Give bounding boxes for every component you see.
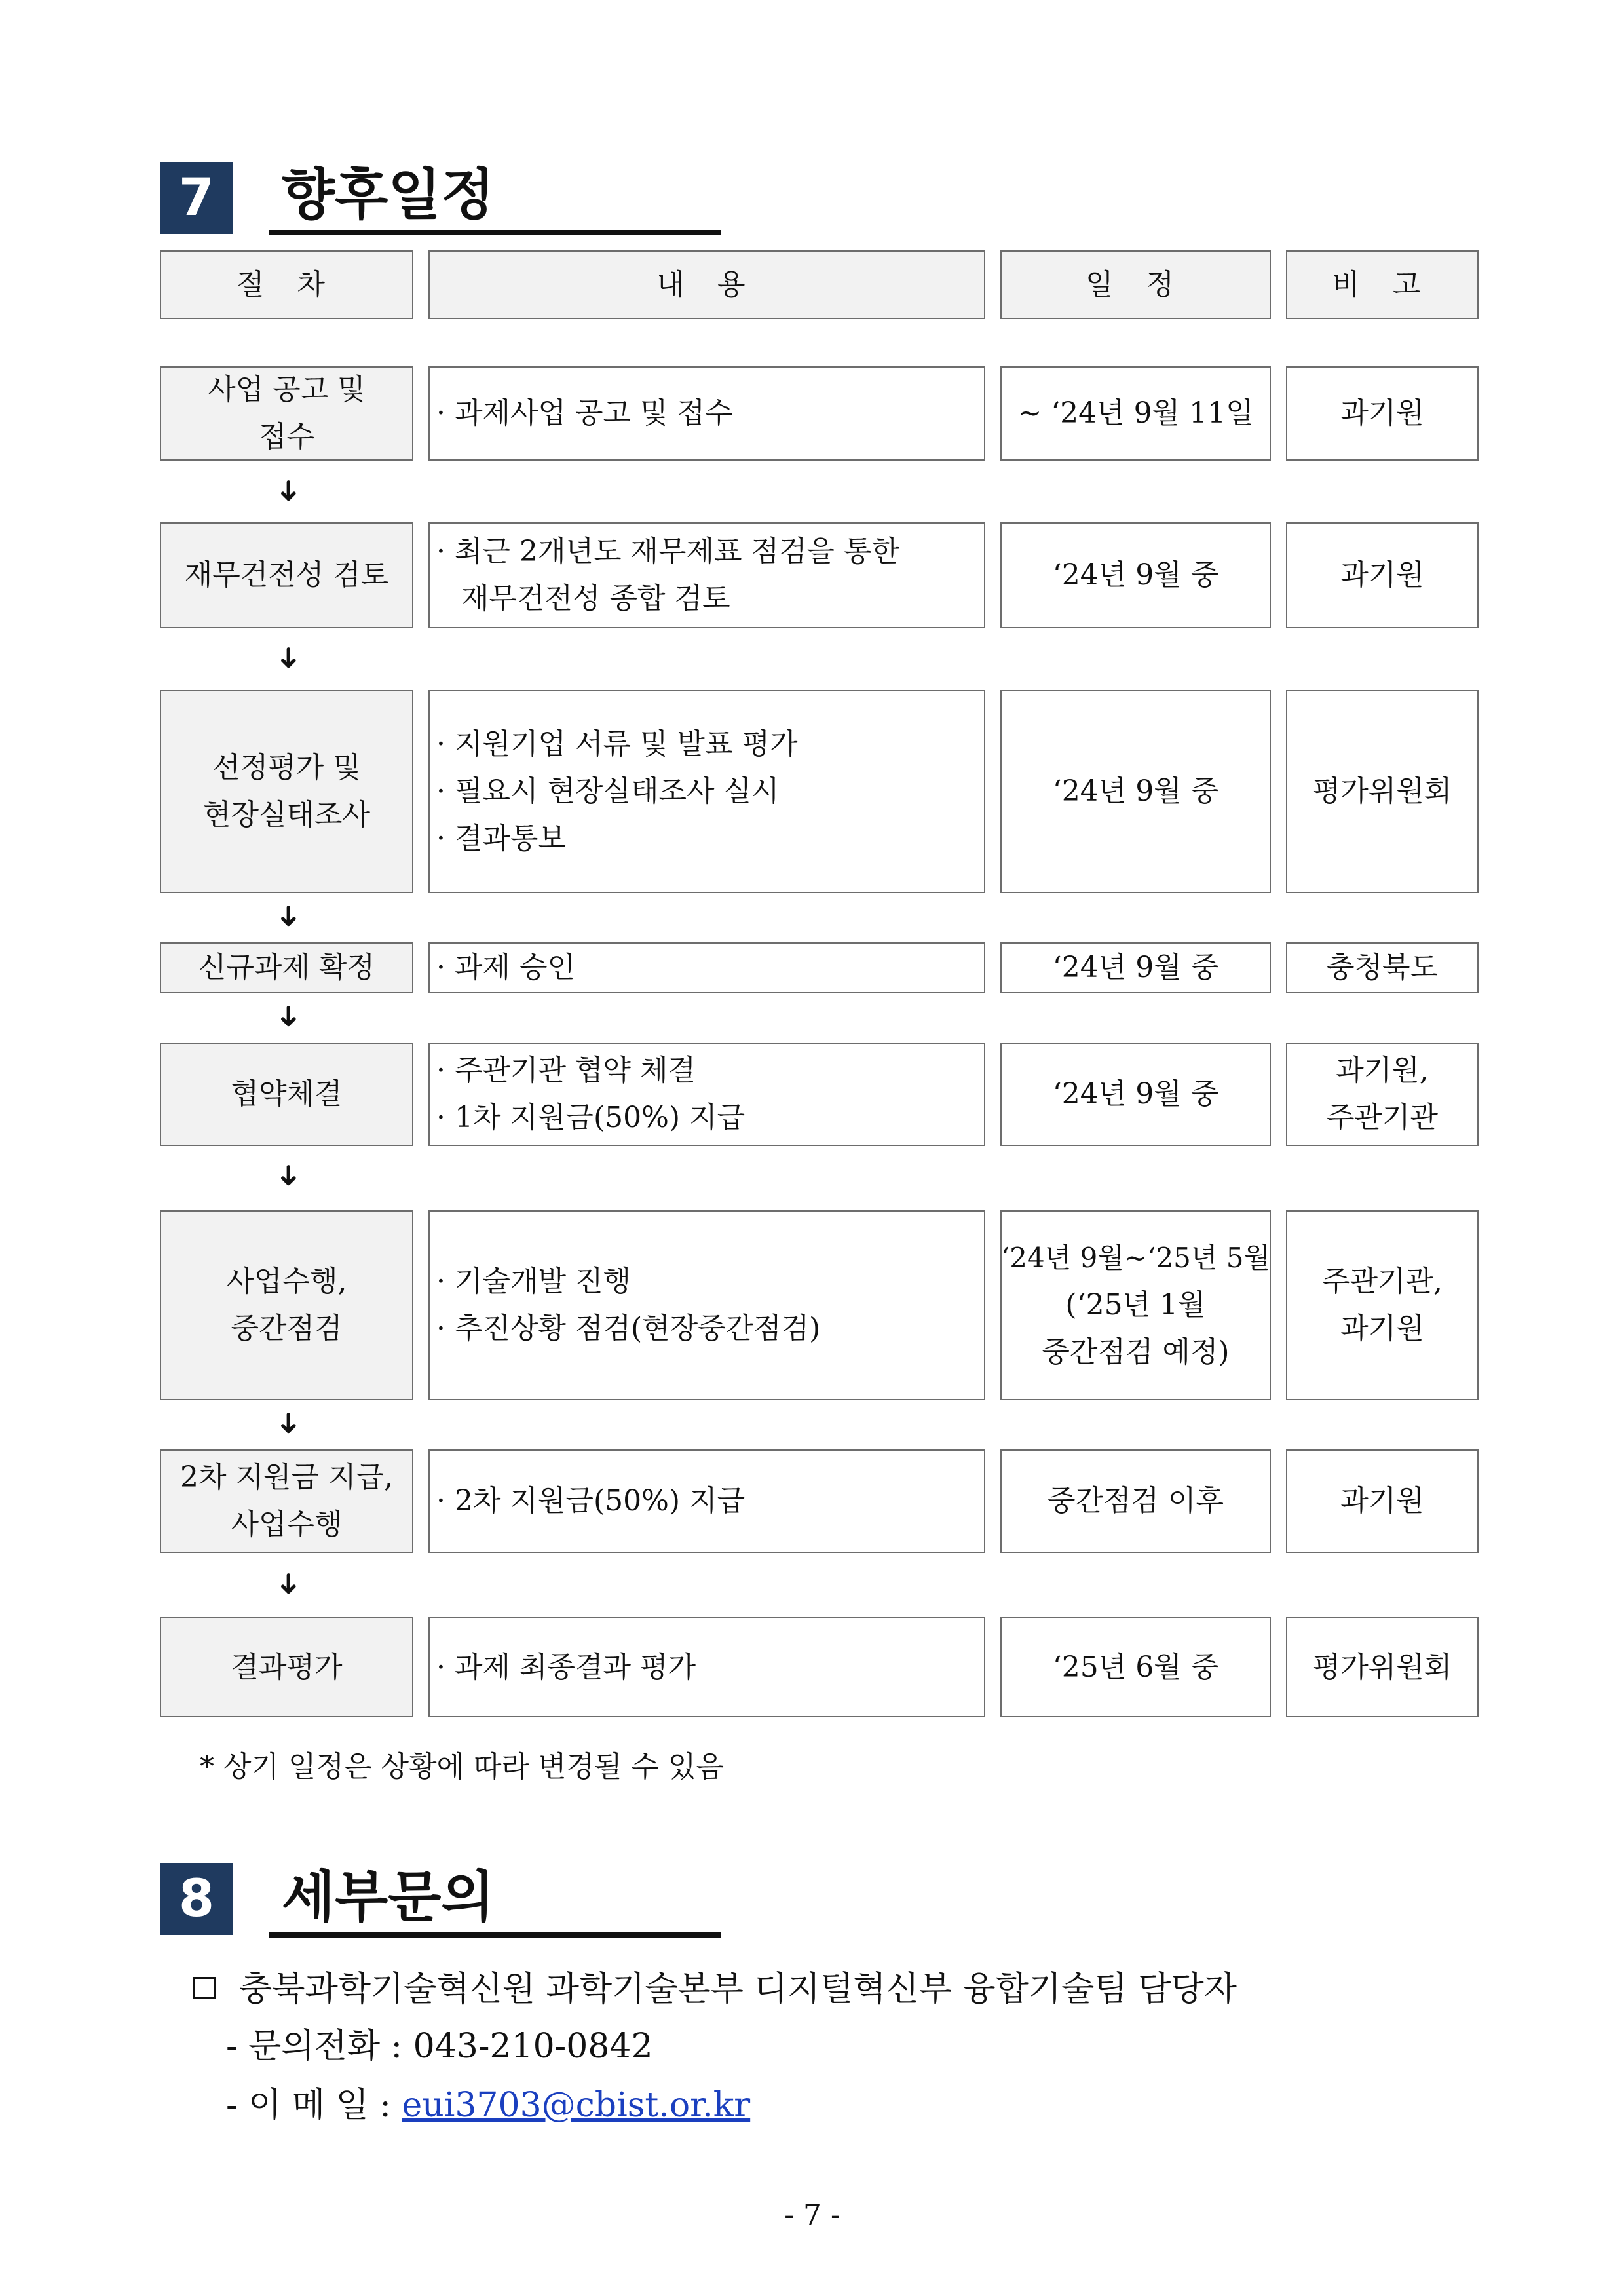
header-content-label: 내 용 [656, 267, 757, 301]
contact-email [226, 2077, 750, 2126]
down-arrow-icon [269, 1160, 308, 1191]
row-6-remarks [1286, 1210, 1479, 1400]
header-content [428, 250, 985, 319]
down-arrow-glyph: ➜ [272, 1571, 305, 1596]
row-5-remarks-line: 과기원, [1336, 1054, 1429, 1087]
row-2-remarks [1286, 522, 1479, 628]
row-6-content-line: · 추진상황 점검(현장중간점검) [436, 1312, 821, 1345]
row-5-step-line: 협약체결 [231, 1077, 343, 1111]
row-4-content [428, 942, 985, 993]
header-schedule-label: 일 정 [1086, 267, 1186, 301]
phone-number: 043-210-0842 [413, 2027, 653, 2066]
section-8-underline [269, 1932, 721, 1938]
row-2-schedule [1000, 522, 1271, 628]
row-7-step-line: 사업수행 [231, 1508, 343, 1541]
row-8-step-line: 결과평가 [231, 1650, 343, 1684]
header-step-label: 절 차 [236, 267, 337, 301]
row-3-step-line: 현장실태조사 [202, 798, 371, 832]
header-step [160, 250, 413, 319]
row-1-step-line: 접수 [258, 420, 314, 453]
down-arrow-icon [269, 642, 308, 674]
row-4-remarks [1286, 942, 1479, 993]
down-arrow-icon [269, 475, 308, 507]
section-8-number: 8 [160, 1863, 233, 1935]
row-1-content [428, 366, 985, 461]
row-8-remarks [1286, 1617, 1479, 1717]
row-7-schedule [1000, 1449, 1271, 1553]
row-6-schedule-line: ‘24년 9월~‘25년 5월 [1000, 1242, 1271, 1274]
down-arrow-glyph: ➜ [272, 478, 305, 503]
row-3-content [428, 690, 985, 893]
row-5-schedule-line: ‘24년 9월 중 [1052, 1077, 1219, 1111]
down-arrow-glyph: ➜ [272, 904, 305, 928]
row-2-step [160, 522, 413, 628]
row-3-step-line: 선정평가 및 [212, 751, 361, 784]
row-5-step [160, 1043, 413, 1146]
row-7-content-line: · 2차 지원금(50%) 지급 [436, 1484, 746, 1518]
email-link[interactable]: eui3703@cbist.or.kr [402, 2086, 751, 2125]
schedule-note: * 상기 일정은 상황에 따라 변경될 수 있음 [200, 1750, 724, 1784]
header-remarks-label: 비 고 [1332, 267, 1433, 301]
row-6-remarks-line: 주관기관, [1321, 1265, 1443, 1298]
row-5-content [428, 1043, 985, 1146]
row-7-remarks-line: 과기원 [1340, 1484, 1424, 1518]
contact-org [193, 1961, 1237, 2010]
row-4-step [160, 942, 413, 993]
row-8-content [428, 1617, 985, 1717]
row-1-schedule-line: ~ ‘24년 9월 11일 [1017, 396, 1254, 430]
row-2-schedule-line: ‘24년 9월 중 [1052, 558, 1219, 592]
row-5-content-line: · 1차 지원금(50%) 지급 [436, 1101, 746, 1134]
down-arrow-glyph: ➜ [272, 1004, 305, 1029]
row-2-remarks-line: 과기원 [1340, 558, 1424, 592]
contact-phone [226, 2018, 653, 2067]
down-arrow-icon [269, 1001, 308, 1032]
row-1-remarks [1286, 366, 1479, 461]
row-1-schedule [1000, 366, 1271, 461]
row-3-content-line: · 필요시 현장실태조사 실시 [436, 775, 780, 808]
row-4-schedule-line: ‘24년 9월 중 [1052, 951, 1219, 984]
down-arrow-glyph: ➜ [272, 1163, 305, 1188]
row-1-step [160, 366, 413, 461]
row-3-content-line: · 결과통보 [436, 822, 566, 855]
row-3-content-line: · 지원기업 서류 및 발표 평가 [436, 727, 798, 761]
square-bullet-icon [193, 1977, 216, 1999]
down-arrow-glyph: ➜ [272, 645, 305, 670]
section-7-number: 7 [160, 162, 233, 234]
header-schedule [1000, 250, 1271, 319]
row-6-step [160, 1210, 413, 1400]
header-remarks [1286, 250, 1479, 319]
email-label: - 이 메 일 : [226, 2086, 391, 2125]
down-arrow-icon [269, 900, 308, 932]
row-4-content-line: · 과제 승인 [436, 951, 575, 984]
row-2-content [428, 522, 985, 628]
row-2-content-line: 재무건전성 종합 검토 [461, 582, 730, 615]
down-arrow-icon [269, 1568, 308, 1599]
row-8-schedule-line: ‘25년 6월 중 [1052, 1650, 1219, 1684]
row-7-step-line: 2차 지원금 지급, [180, 1461, 393, 1494]
row-5-content-line: · 주관기관 협약 체결 [436, 1054, 696, 1087]
row-7-step [160, 1449, 413, 1553]
section-7-underline [269, 230, 721, 235]
row-6-remarks-line: 과기원 [1340, 1312, 1424, 1345]
row-1-content-line: · 과제사업 공고 및 접수 [436, 396, 733, 430]
row-2-content-line: · 최근 2개년도 재무제표 점검을 통한 [436, 535, 899, 568]
row-6-content-line: · 기술개발 진행 [436, 1265, 631, 1298]
row-3-step [160, 690, 413, 893]
row-3-remarks [1286, 690, 1479, 893]
row-6-step-line: 중간점검 [231, 1312, 343, 1345]
row-6-schedule [1000, 1210, 1271, 1400]
row-6-schedule-line: (‘25년 1월 [1065, 1288, 1206, 1322]
row-3-remarks-line: 평가위원회 [1312, 775, 1452, 808]
row-6-schedule-line: 중간점검 예정) [1042, 1335, 1230, 1369]
row-8-remarks-line: 평가위원회 [1312, 1650, 1452, 1684]
row-3-schedule [1000, 690, 1271, 893]
row-8-step [160, 1617, 413, 1717]
row-6-step-line: 사업수행, [226, 1265, 347, 1298]
row-7-content [428, 1449, 985, 1553]
row-4-step-line: 신규과제 확정 [198, 951, 375, 984]
section-8-title: 세부문의 [282, 1865, 495, 1929]
row-5-schedule [1000, 1043, 1271, 1146]
row-4-remarks-line: 충청북도 [1326, 951, 1438, 984]
row-8-content-line: · 과제 최종결과 평가 [436, 1650, 696, 1684]
row-5-remarks [1286, 1043, 1479, 1146]
section-7-title: 향후일정 [282, 163, 495, 227]
row-1-step-line: 사업 공고 및 [208, 373, 366, 406]
phone-label: - 문의전화 : [226, 2027, 403, 2066]
row-6-content [428, 1210, 985, 1400]
row-3-schedule-line: ‘24년 9월 중 [1052, 775, 1219, 808]
contact-org-text: 충북과학기술혁신원 과학기술본부 디지털혁신부 융합기술팀 담당자 [239, 1970, 1237, 2009]
row-7-remarks [1286, 1449, 1479, 1553]
row-7-schedule-line: 중간점검 이후 [1047, 1484, 1224, 1518]
down-arrow-icon [269, 1407, 308, 1439]
row-4-schedule [1000, 942, 1271, 993]
row-1-remarks-line: 과기원 [1340, 396, 1424, 430]
row-5-remarks-line: 주관기관 [1326, 1101, 1438, 1134]
row-8-schedule [1000, 1617, 1271, 1717]
down-arrow-glyph: ➜ [272, 1411, 305, 1436]
page-number: - 7 - [784, 2198, 840, 2232]
row-2-step-line: 재무건전성 검토 [184, 558, 389, 592]
